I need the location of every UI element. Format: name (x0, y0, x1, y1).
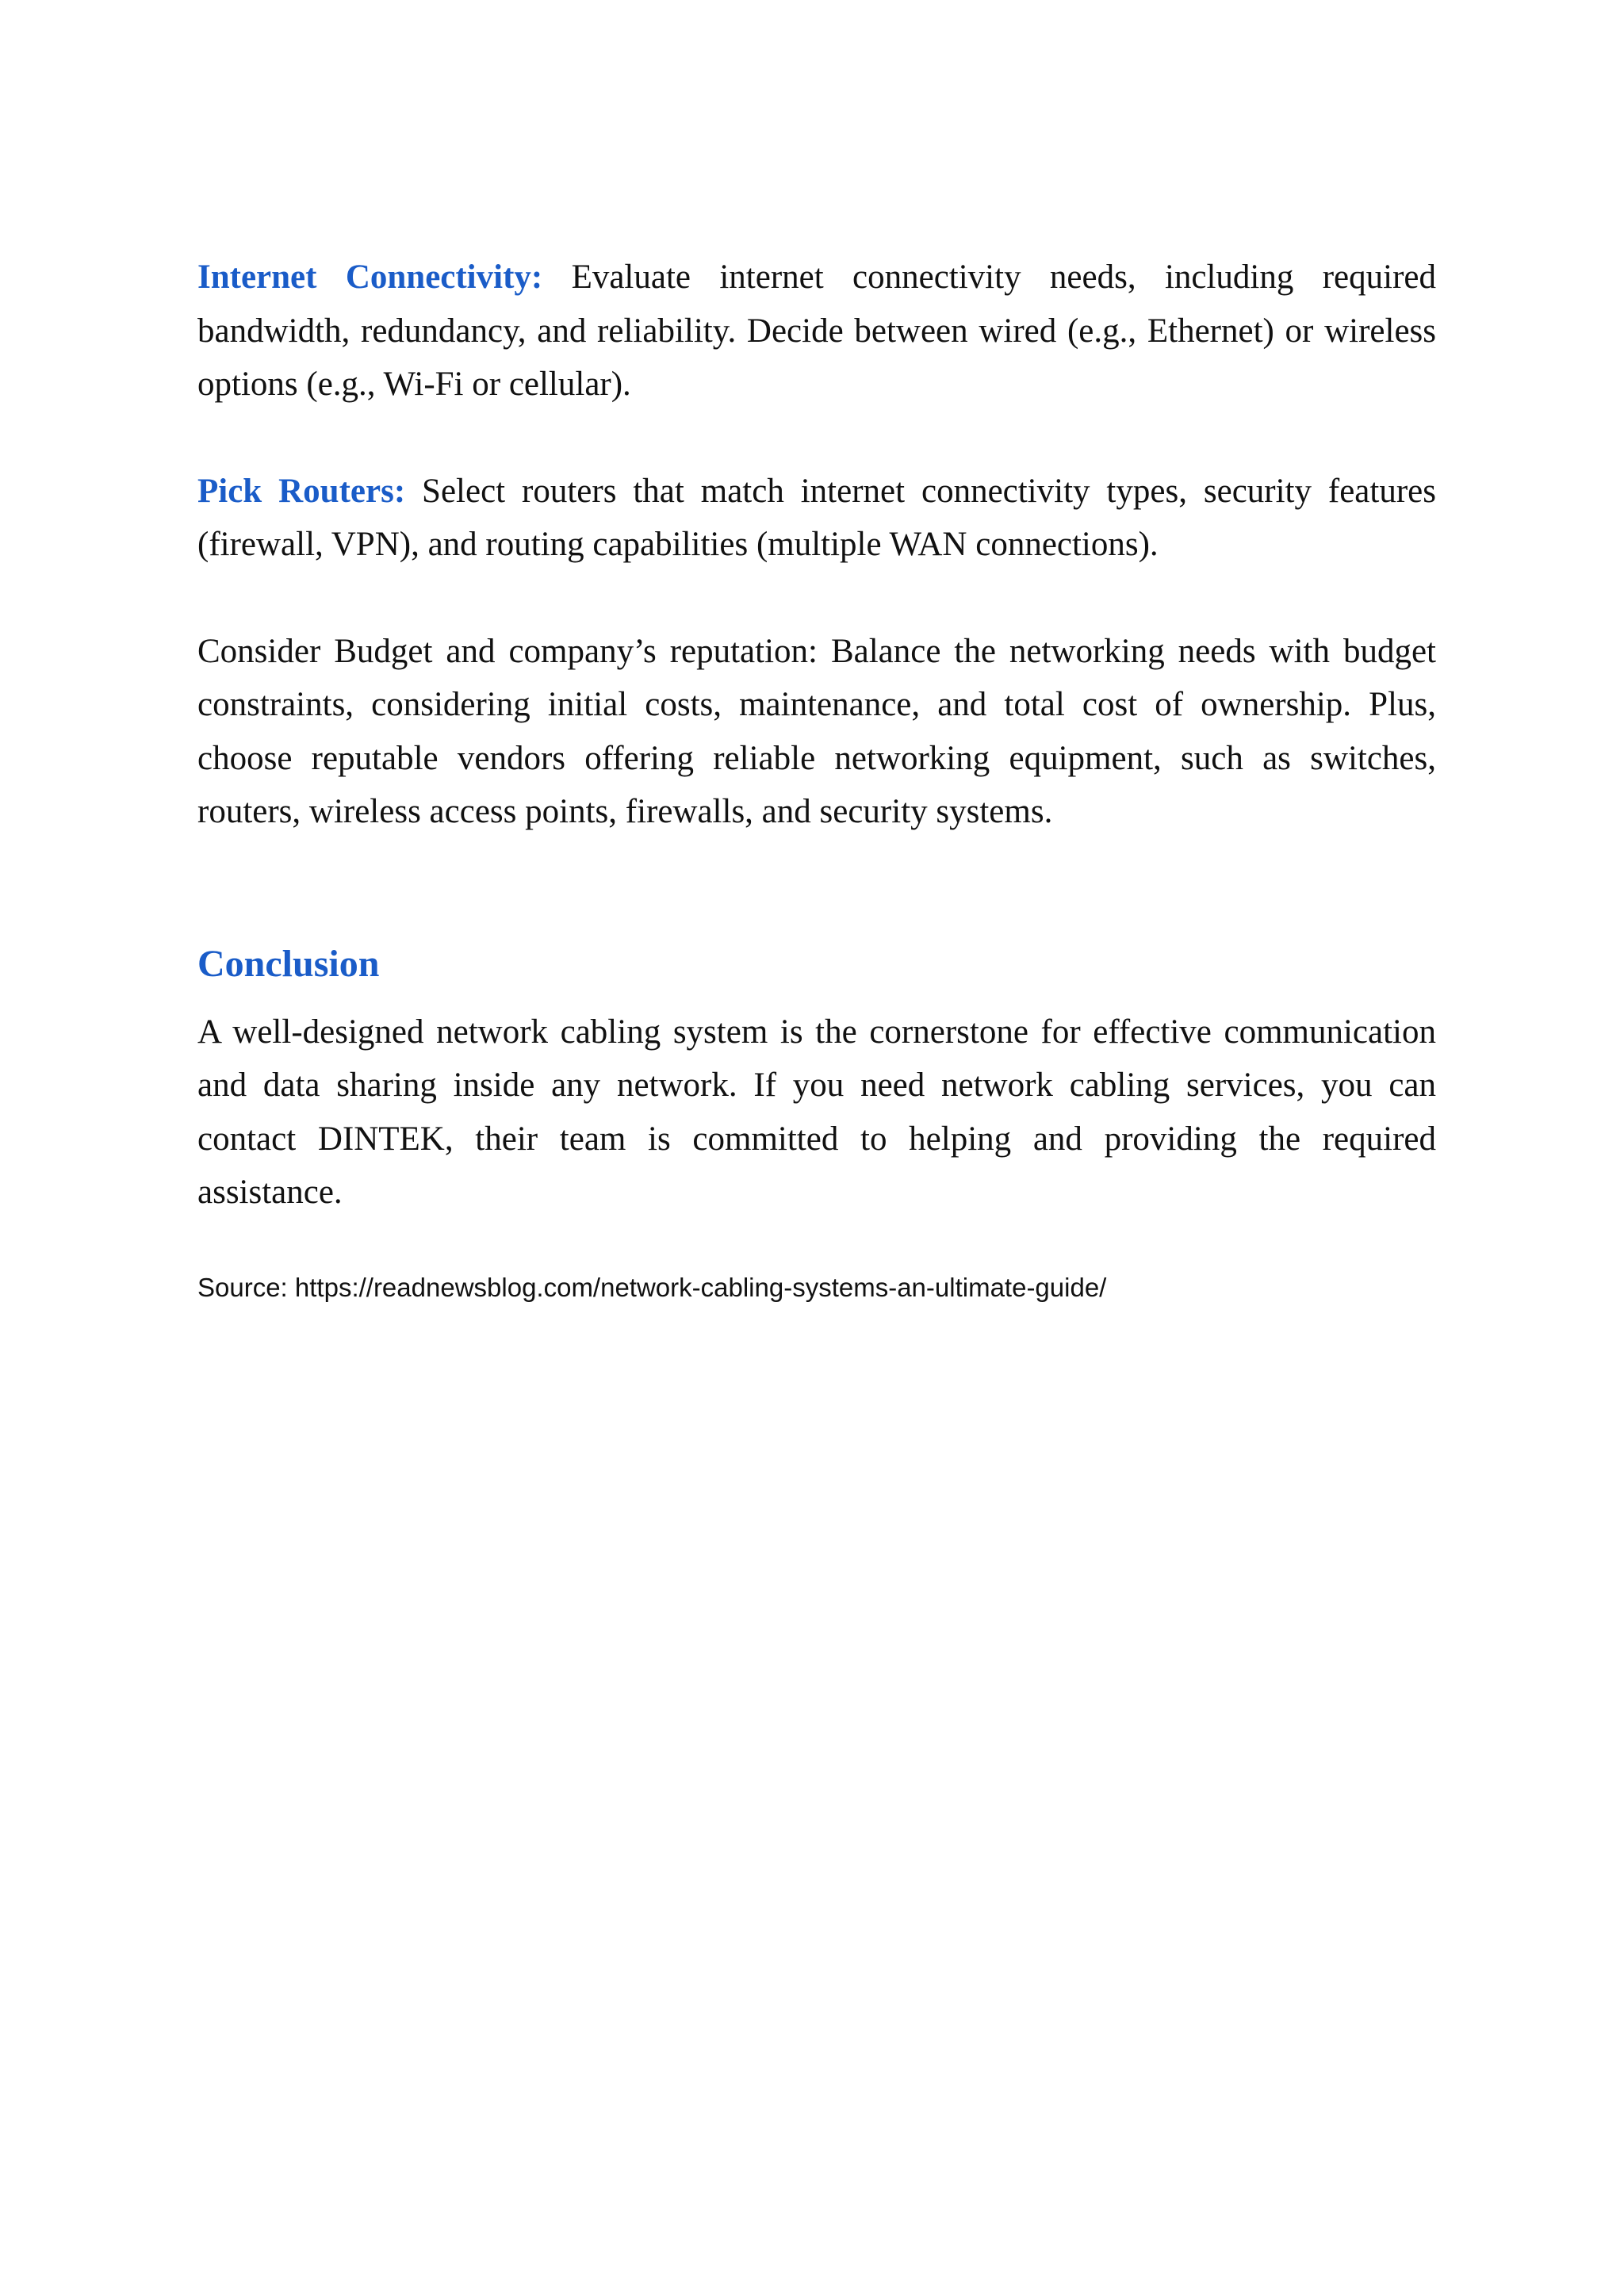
pick-routers-lead: Pick Routers: (197, 472, 406, 510)
pick-routers-text: Select routers that match internet connectivity types, security features (firewall, VPN), and routing capabilities (multiple WAN connections). (197, 472, 1436, 563)
source-link-text: Source: https://readnewsblog.com/network-cabling-systems-an-ultimate-guide/ (197, 1272, 1107, 1302)
internet-connectivity-text: Evaluate internet connectivity needs, including required bandwidth, redundancy, and reliability. Decide between wired (e.g., Ethernet) or wireless options (e.g., Wi-Fi or cellular). (197, 259, 1436, 403)
budget-paragraph: Consider Budget and company’s reputation: Balance the networking needs with budget constraints, considering initial costs, maintenance, and total cost of ownership. Plus, choose reputable vendors offering reliable networking equipment, such as switches, routers, wireless access points, firewalls, and security systems. (197, 632, 1436, 830)
pick-routers-paragraph (197, 465, 1436, 572)
internet-connectivity-lead: Internet Connectivity: (197, 259, 543, 296)
internet-connectivity-paragraph (197, 251, 1436, 412)
conclusion-heading: Conclusion (197, 942, 380, 985)
document-body (197, 251, 1436, 1304)
conclusion-paragraph: A well-designed network cabling system is the cornerstone for effective communication and data sharing inside any network. If you need network cabling services, you can contact DINTEK, their team is committed to helping and providing the required assistance. (197, 1013, 1436, 1211)
